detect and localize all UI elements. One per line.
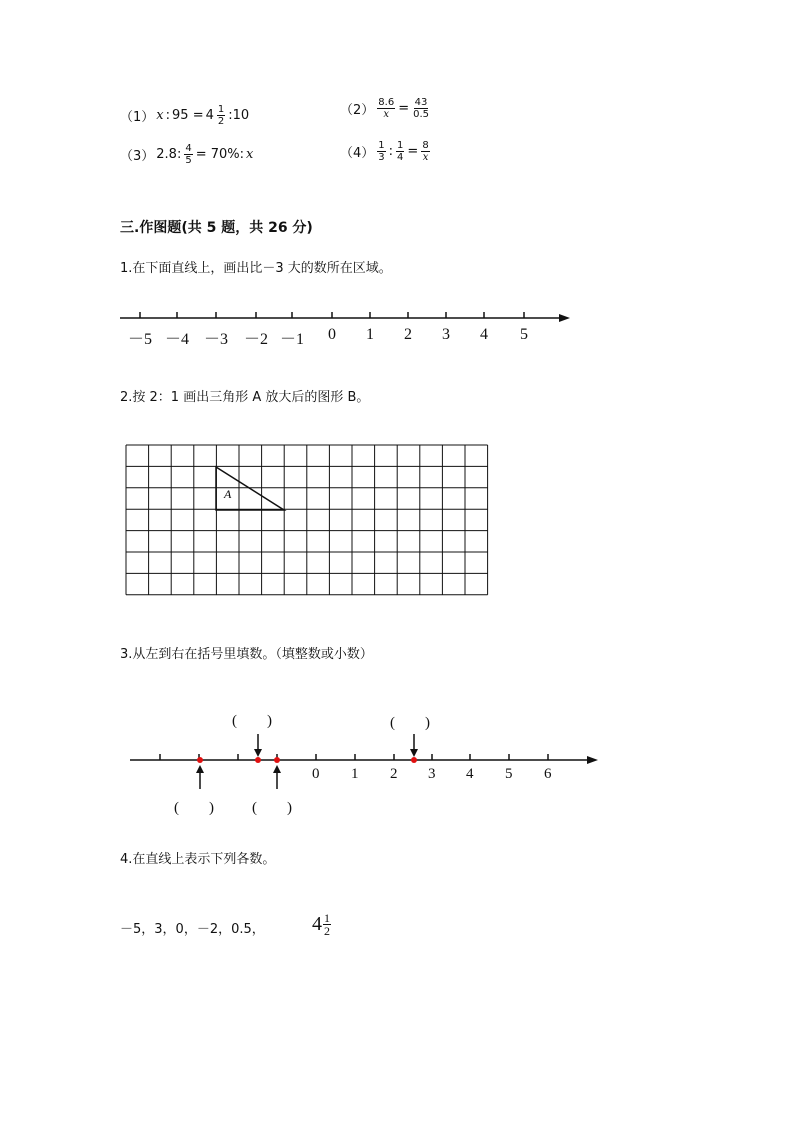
answer-blank-top-1: ( ) [232, 713, 272, 729]
tick-label: －2 [244, 331, 269, 348]
equation-2 [340, 97, 431, 120]
fraction: $\frac{1}{2}$ [324, 911, 330, 938]
answer-blank-bottom-1: ( ) [174, 800, 214, 816]
equation-pre: 2.8: [156, 147, 182, 162]
tick-label: 5 [505, 766, 513, 782]
equation-left: 95 = [172, 108, 204, 123]
fraction: $\frac{1}{2}$ [217, 104, 225, 127]
answer-blank-top-2: ( ) [390, 715, 430, 731]
equation-index: （1） [120, 110, 155, 125]
tick-label: 2 [390, 766, 398, 782]
question-4-text: 4.在直线上表示下列各数。 [120, 852, 276, 867]
arrow-head [559, 314, 570, 322]
point-dot [411, 757, 417, 763]
mixed-whole: 4 [205, 108, 214, 123]
tick-label: －5 [128, 331, 153, 348]
point-dot [197, 757, 203, 763]
tick-label: 0 [328, 326, 336, 343]
tick-label: 4 [480, 326, 488, 343]
equation-4 [340, 140, 431, 163]
fraction: $\frac{8.6}{x}$ [378, 97, 395, 120]
mixed-number [312, 912, 332, 937]
number-list: －5，3，0，－2，0.5， [120, 922, 265, 937]
tick-label: 3 [428, 766, 436, 782]
fraction: $\frac{1}{4}$ [397, 140, 404, 163]
tick-label: 3 [442, 326, 450, 343]
equation-index: （3） [120, 149, 155, 164]
equation-3 [120, 143, 253, 166]
tick-label: －1 [280, 331, 305, 348]
mixed-whole: 4 [312, 913, 322, 935]
tick-label: 1 [351, 766, 359, 782]
question-1-text: 1.在下面直线上，画出比－3 大的数所在区域。 [120, 261, 392, 276]
arrow-head [273, 765, 281, 773]
question-3-text: 3.从左到右在括号里填数。（填整数或小数） [120, 647, 373, 662]
equation-index: （4） [340, 146, 375, 161]
tick-label: 2 [404, 326, 412, 343]
fraction: $\frac{1}{3}$ [378, 140, 385, 163]
grid-diagram [0, 430, 794, 610]
tick-label: 4 [466, 766, 474, 782]
arrow-head [410, 749, 418, 757]
fraction: $\frac{8}{x}$ [422, 140, 429, 163]
arrow-head [196, 765, 204, 773]
point-dot [274, 757, 280, 763]
equation-post: = 70%: [195, 147, 245, 162]
ratio-colon: : [388, 144, 394, 159]
equals-sign: = [398, 101, 410, 116]
tick-label: 0 [312, 766, 320, 782]
tick-label: 1 [366, 326, 374, 343]
tick-label: －4 [165, 331, 190, 348]
section-heading: 三.作图题(共 5 题，共 26 分) [120, 220, 313, 236]
fraction: $\frac{43}{0.5}$ [413, 97, 429, 120]
arrow-head [587, 756, 598, 764]
answer-blank-bottom-2: ( ) [252, 800, 292, 816]
point-dot [255, 757, 261, 763]
tick-label: 6 [544, 766, 552, 782]
fraction: $\frac{4}{5}$ [185, 143, 192, 166]
equation-index: （2） [340, 103, 375, 118]
number-line-1 [0, 300, 794, 360]
variable-x: x [246, 147, 254, 162]
equals-sign: = [407, 144, 419, 159]
tick-label: －3 [204, 331, 229, 348]
question-2-text: 2.按 2：1 画出三角形 A 放大后的图形 B。 [120, 390, 370, 405]
equation-right: :10 [228, 108, 250, 123]
variable-x: x [156, 108, 164, 123]
triangle-label: A [224, 487, 232, 501]
arrow-head [254, 749, 262, 757]
tick-label: 5 [520, 326, 528, 343]
equation-1 [120, 104, 249, 127]
equation-colon: : [165, 108, 171, 123]
